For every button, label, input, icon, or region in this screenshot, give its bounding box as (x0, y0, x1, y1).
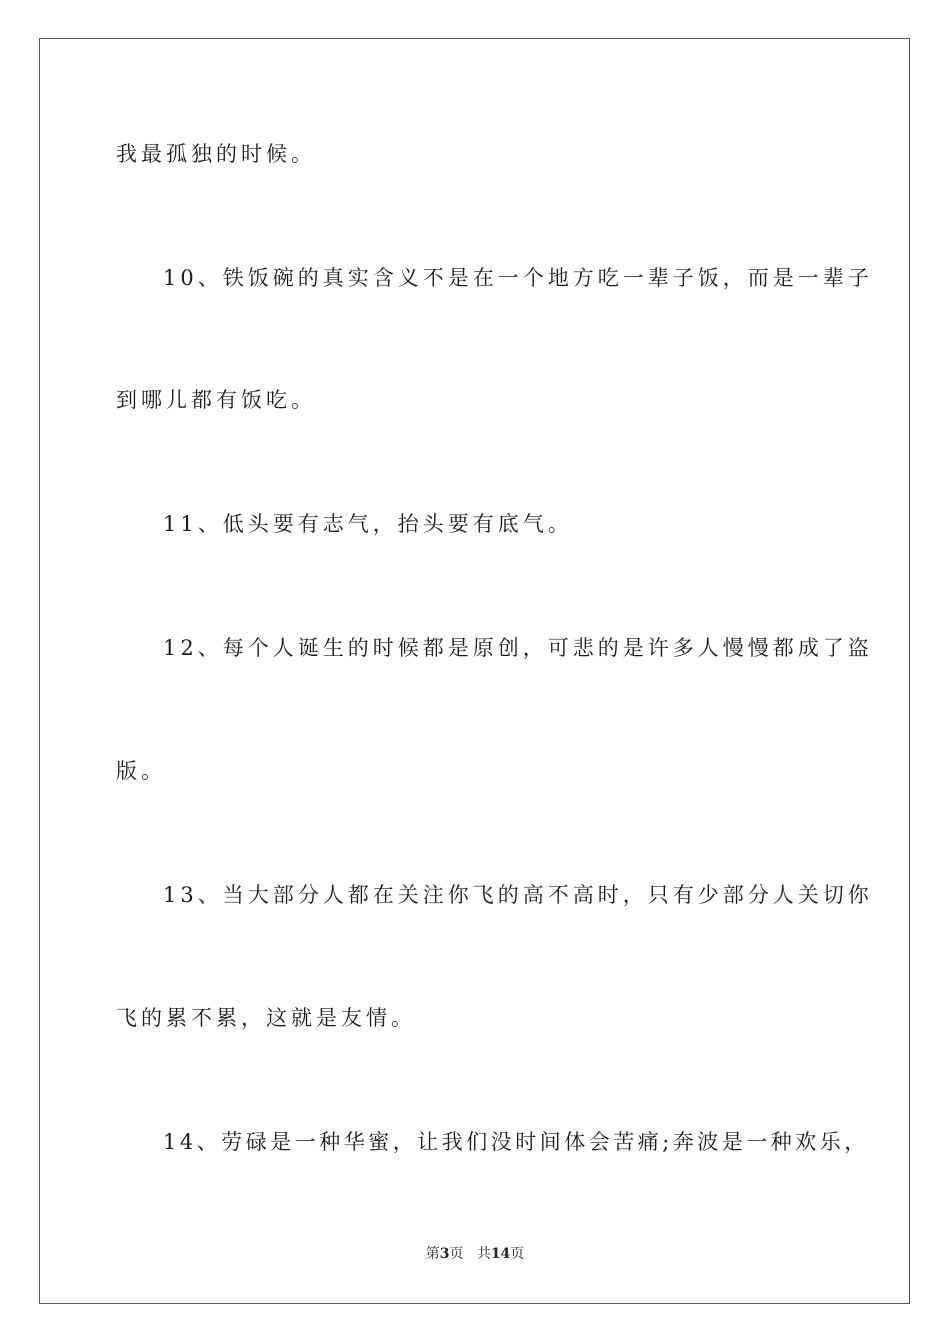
page-footer (0, 1245, 950, 1263)
text-line-5: 12、每个人诞生的时候都是原创，可悲的是许多人慢慢都成了盗 (163, 636, 873, 660)
footer-page-total: 14 (490, 1246, 511, 1262)
footer-total-prefix: 共 (476, 1246, 491, 1262)
text-line-6: 版。 (116, 759, 166, 783)
text-line-1: 我最孤独的时候。 (116, 142, 316, 166)
footer-page-prefix: 第 (425, 1246, 440, 1262)
text-line-2: 10、铁饭碗的真实含义不是在一个地方吃一辈子饭，而是一辈子 (163, 266, 873, 290)
text-line-3: 到哪儿都有饭吃。 (116, 388, 316, 412)
text-line-7: 13、当大部分人都在关注你飞的高不高时，只有少部分人关切你 (163, 883, 873, 907)
footer-page-suffix: 页 (449, 1246, 464, 1262)
text-line-9: 14、劳碌是一种华蜜，让我们没时间体会苦痛;奔波是一种欢乐， (163, 1130, 869, 1154)
text-line-4: 11、低头要有志气，抬头要有底气。 (163, 512, 573, 536)
page-border (39, 38, 910, 1304)
footer-total-suffix: 页 (510, 1246, 525, 1262)
text-line-8: 飞的累不累，这就是友情。 (116, 1006, 416, 1030)
footer-page-current: 3 (439, 1246, 450, 1262)
